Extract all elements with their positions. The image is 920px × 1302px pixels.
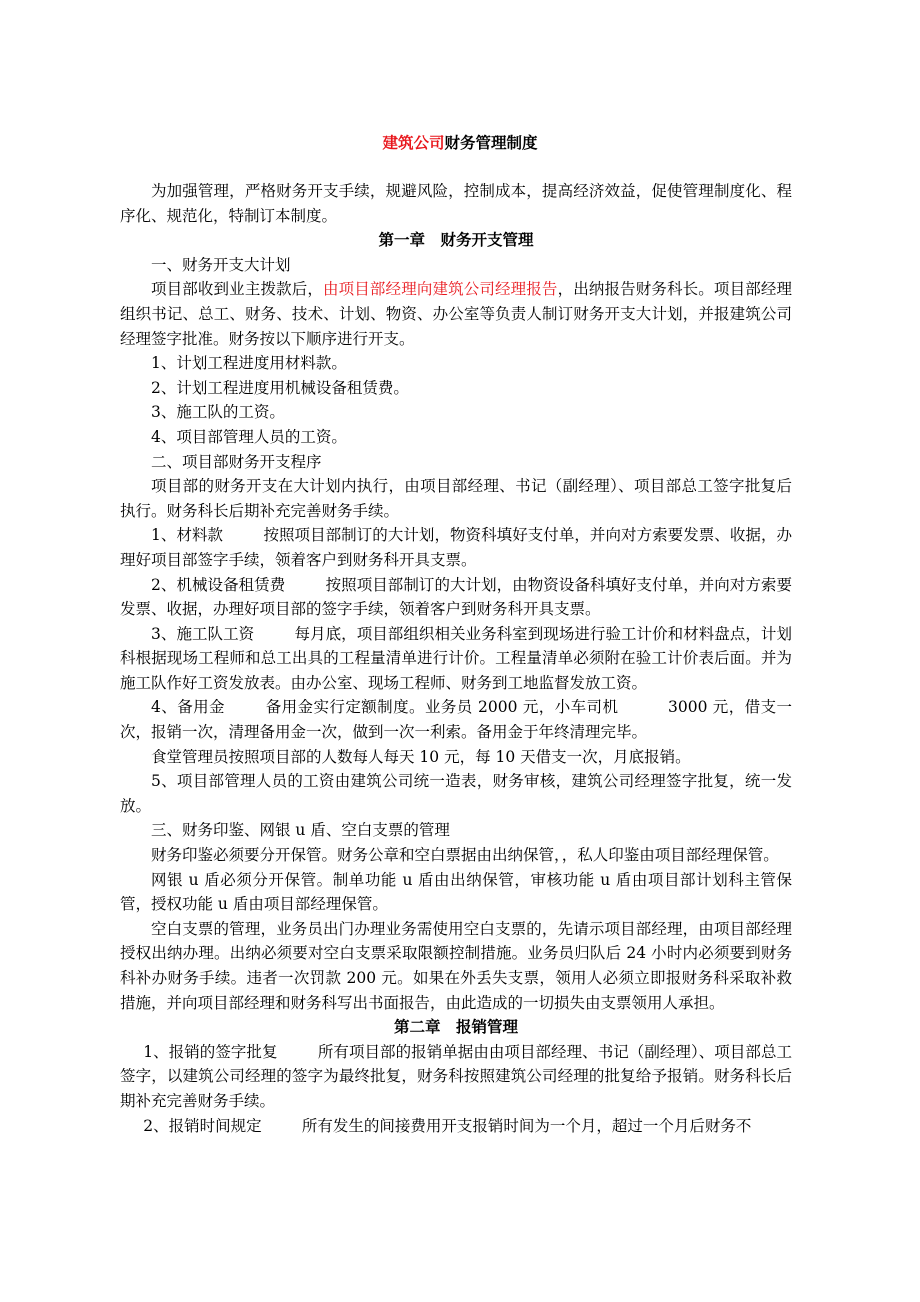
list-item <box>120 1114 792 1139</box>
item-label: 2、机械设备租赁费 <box>151 575 286 594</box>
list-item <box>120 695 792 744</box>
item-text: 所有发生的间接费用开支报销时间为一个月，超过一个月后财务不 <box>301 1116 752 1135</box>
item-text: 每月底，项目部组织相关业务科室到现场进行验工计价和材料盘点，计划科根据现场工程师和总工出具的工程量清单进行计价。工程量清单必须附在验工计价表后面。并为施工队作好工资发放表。由办公室、现场工程师、财务到工地监督发放工资。 <box>120 624 792 692</box>
item-text: 按照项目部制订的大计划，由物资设备科填好支付单，并向对方索要发票、收据，办理好项目部的签字手续，领着客户到财务科开具支票。 <box>120 575 792 619</box>
item-text: 3000 元，借支一次，报销一次，清理备用金一次，做到一次一利索。备用金于年终清理完毕。 <box>120 698 792 742</box>
text-run: ，出纳报告财务科长。项目部经理组织书记、总工、财务、技术、计划、物资、办公室等负责人制订财务开支大计划，并报建筑公司经理签字批准。财务按以下顺序进行开支。 <box>120 280 792 348</box>
list-item: 4、项目部管理人员的工资。 <box>151 427 347 446</box>
intro-paragraph: 为加强管理，严格财务开支手续，规避风险，控制成本，提高经济效益，促使管理制度化、程序化、规范化，特制订本制度。 <box>120 182 792 225</box>
item-text: 所有项目部的报销单据由由项目部经理、书记（副经理）、项目部总工签字，以建筑公司经理的签字为最终批复，财务科按照建筑公司经理的批复给予报销。财务科长后期补充完善财务手续。 <box>120 1042 792 1110</box>
section-heading: 三、财务印鉴、网银 u 盾、空白支票的管理 <box>151 821 450 840</box>
list-item <box>120 523 792 572</box>
paragraph: 网银 u 盾必须分开保管。制单功能 u 盾由出纳保管，审核功能 u 盾由项目部计划科主管保管，授权功能 u 盾由项目部经理保管。 <box>120 870 792 914</box>
text-run: 项目部收到业主拨款后， <box>151 280 324 299</box>
paragraph: 食堂管理员按照项目部的人数每人每天 10 元，每 10 天借支一次，月底报销。 <box>151 747 691 766</box>
list-item: 2、计划工程进度用机械设备租赁费。 <box>151 378 409 397</box>
item-label: 2、报销时间规定 <box>143 1116 262 1135</box>
item-label: 3、施工队工资 <box>151 624 255 643</box>
chapter-heading-2: 第二章 报销管理 <box>393 1018 518 1037</box>
document-title <box>0 131 920 155</box>
chapter-heading-1: 第一章 财务开支管理 <box>378 231 534 250</box>
list-item: 1、计划工程进度用材料款。 <box>151 354 347 373</box>
list-item <box>120 1040 792 1114</box>
section-heading: 二、项目部财务开支程序 <box>151 452 322 471</box>
document-body <box>120 179 792 1138</box>
section-heading: 一、财务开支大计划 <box>151 255 291 274</box>
list-item: 3、施工队的工资。 <box>151 403 285 422</box>
list-item <box>120 573 792 622</box>
paragraph: 项目部的财务开支在大计划内执行，由项目部经理、书记（副经理）、项目部总工签字批复后执行。财务科长后期补充完善财务手续。 <box>120 477 792 520</box>
title-rest: 财务管理制度 <box>444 134 538 152</box>
highlight-text: 由项目部经理向建筑公司经理报告 <box>323 280 558 299</box>
item-text: 备用金实行定额制度。业务员 2000 元，小车司机 <box>265 698 619 717</box>
paragraph <box>120 277 792 351</box>
item-label: 4、备用金 <box>151 698 225 717</box>
item-label: 1、报销的签字批复 <box>143 1042 278 1061</box>
paragraph: 空白支票的管理，业务员出门办理业务需使用空白支票的，先请示项目部经理，由项目部经理授权出纳办理。出纳必须要对空白支票采取限额控制措施。业务员归队后 24 小时内必须要到财务科补办财务手续。违者一次罚款 200 元。如果在外丢失支票，领用人必须立即报财务科采取补救措施，并向项目部经理和财务科写出书面报告，由此造成的一切损失由支票领用人承担。 <box>120 919 792 1012</box>
title-highlight: 建筑公司 <box>382 134 445 152</box>
list-item <box>120 622 792 696</box>
item-text: 按照项目部制订的大计划，物资科填好支付单，并向对方索要发票、收据，办理好项目部签字手续，领着客户到财务科开具支票。 <box>120 526 792 569</box>
item-label: 1、材料款 <box>151 526 224 545</box>
paragraph: 财务印鉴必须要分开保管。财务公章和空白票据由出纳保管，，私人印鉴由项目部经理保管。 <box>151 846 779 865</box>
list-item: 5、项目部管理人员的工资由建筑公司统一造表，财务审核，建筑公司经理签字批复，统一发放。 <box>120 772 792 815</box>
